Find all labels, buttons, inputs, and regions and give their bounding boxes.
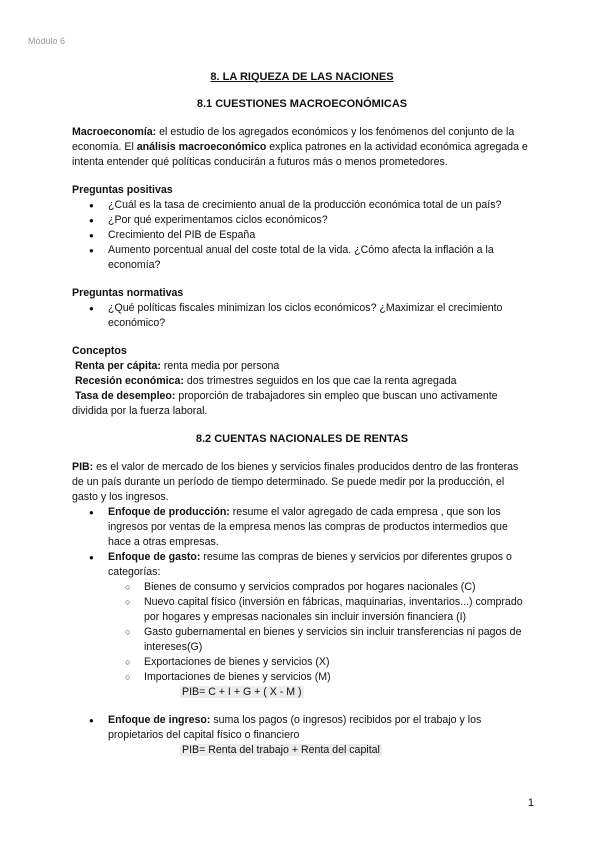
macroeconomia-paragraph: Macroeconomía: el estudio de los agregados económicos y los fenómenos del conjunto de la economía. El análisis macroeconómico explica patrones en la actividad económica agregada e intenta entender qué políticas conducirán a futuros más o menos prometedores. xyxy=(72,126,528,168)
concept-desempleo: Tasa de desempleo: proporción de trabajadores sin empleo que buscan uno activamente dividida por la fuerza laboral. xyxy=(72,390,498,417)
list-item: ○ Bienes de consumo y servicios comprados por hogares nacionales (C) xyxy=(108,580,532,595)
list-item: ○ Gasto gubernamental en bienes y servicios sin incluir transferencias ni pagos de intereses(G) xyxy=(108,625,532,655)
list-item-gasto: ● Enfoque de gasto: resume las compras de bienes y servicios por diferentes grupos o categorías: ○ Bienes de consumo y servicios comprados por hogares nacionales (C) ○ Nuevo capital físico (inversión en fábricas, maquinarias, inventarios...) comprado por hogares y empresas nacionales sin incluir inversión financiera (I) ○ Gasto gubernamental en bienes y servicios sin incluir transferencias ni pagos de intereses(G) ○ Exportaciones de bienes y servicios (X) ○ Importaciones de bienes y servicios (M) PIB= C + I + G + ( X - M ) xyxy=(72,550,532,700)
pib-paragraph: PIB: es el valor de mercado de los bienes y servicios finales producidos dentro de las fronteras de un país durante un período de tiempo determinado. Se puede medir por la producción, el gasto y los ingresos. xyxy=(72,461,519,503)
formula-gasto: PIB= C + I + G + ( X - M ) xyxy=(182,686,302,698)
list-item: ● Crecimiento del PIB de España xyxy=(72,228,532,243)
concept-renta: Renta per cápita: renta media por persona xyxy=(74,360,280,372)
list-item: ○ Exportaciones de bienes y servicios (X) xyxy=(108,655,532,670)
section-heading-8-1: 8.1 CUESTIONES MACROECONÓMICAS xyxy=(196,98,408,110)
list-item: ● Aumento porcentual anual del coste total de la vida. ¿Cómo afecta la inflación a la economía? xyxy=(72,243,532,273)
page-header: Módulo 6 xyxy=(28,36,66,46)
normative-questions-heading: Preguntas normativas xyxy=(72,287,184,299)
list-item: ○ Nuevo capital físico (inversión en fábricas, maquinarias, inventarios...) comprado por hogares y empresas nacionales sin incluir inversión financiera (I) xyxy=(108,595,532,625)
expenditure-components-list xyxy=(108,580,532,685)
concepts-heading: Conceptos xyxy=(72,345,127,357)
positive-questions-heading: Preguntas positivas xyxy=(72,184,173,196)
concept-recesion: Recesión económica: dos trimestres seguidos en los que cae la renta agregada xyxy=(74,375,457,387)
list-item: ● ¿Qué políticas fiscales minimizan los ciclos económicos? ¿Maximizar el crecimiento económico? xyxy=(72,301,532,331)
term-analisis: análisis macroeconómico xyxy=(136,141,267,153)
formula-ingreso: PIB= Renta del trabajo + Renta del capital xyxy=(182,744,380,756)
list-item-ingreso: ● Enfoque de ingreso: suma los pagos (o ingresos) recibidos por el trabajo y los propietarios del capital físico o financiero PIB= Renta del trabajo + Renta del capital xyxy=(72,713,532,758)
positive-questions-list xyxy=(72,198,532,273)
page-number: 1 xyxy=(527,797,534,809)
normative-questions-list xyxy=(72,301,532,331)
document-title: 8. LA RIQUEZA DE LAS NACIONES xyxy=(210,71,394,83)
section-heading-8-2: 8.2 CUENTAS NACIONALES DE RENTAS xyxy=(195,433,409,445)
list-item: ● ¿Por qué experimentamos ciclos económicos? xyxy=(72,213,532,228)
page-content xyxy=(72,70,532,758)
list-item-produccion: ● Enfoque de producción: resume el valor agregado de cada empresa , que son los ingresos por ventas de la empresa menos las compras de productos intermedios que hace a otras empresas. xyxy=(72,505,532,550)
term-macroeconomia: Macroeconomía: xyxy=(72,126,157,138)
approaches-list xyxy=(72,505,532,758)
list-item: ● ¿Cuál es la tasa de crecimiento anual de la producción económica total de un país? xyxy=(72,198,532,213)
term-pib: PIB: xyxy=(72,461,94,473)
list-item: ○ Importaciones de bienes y servicios (M) xyxy=(108,670,532,685)
